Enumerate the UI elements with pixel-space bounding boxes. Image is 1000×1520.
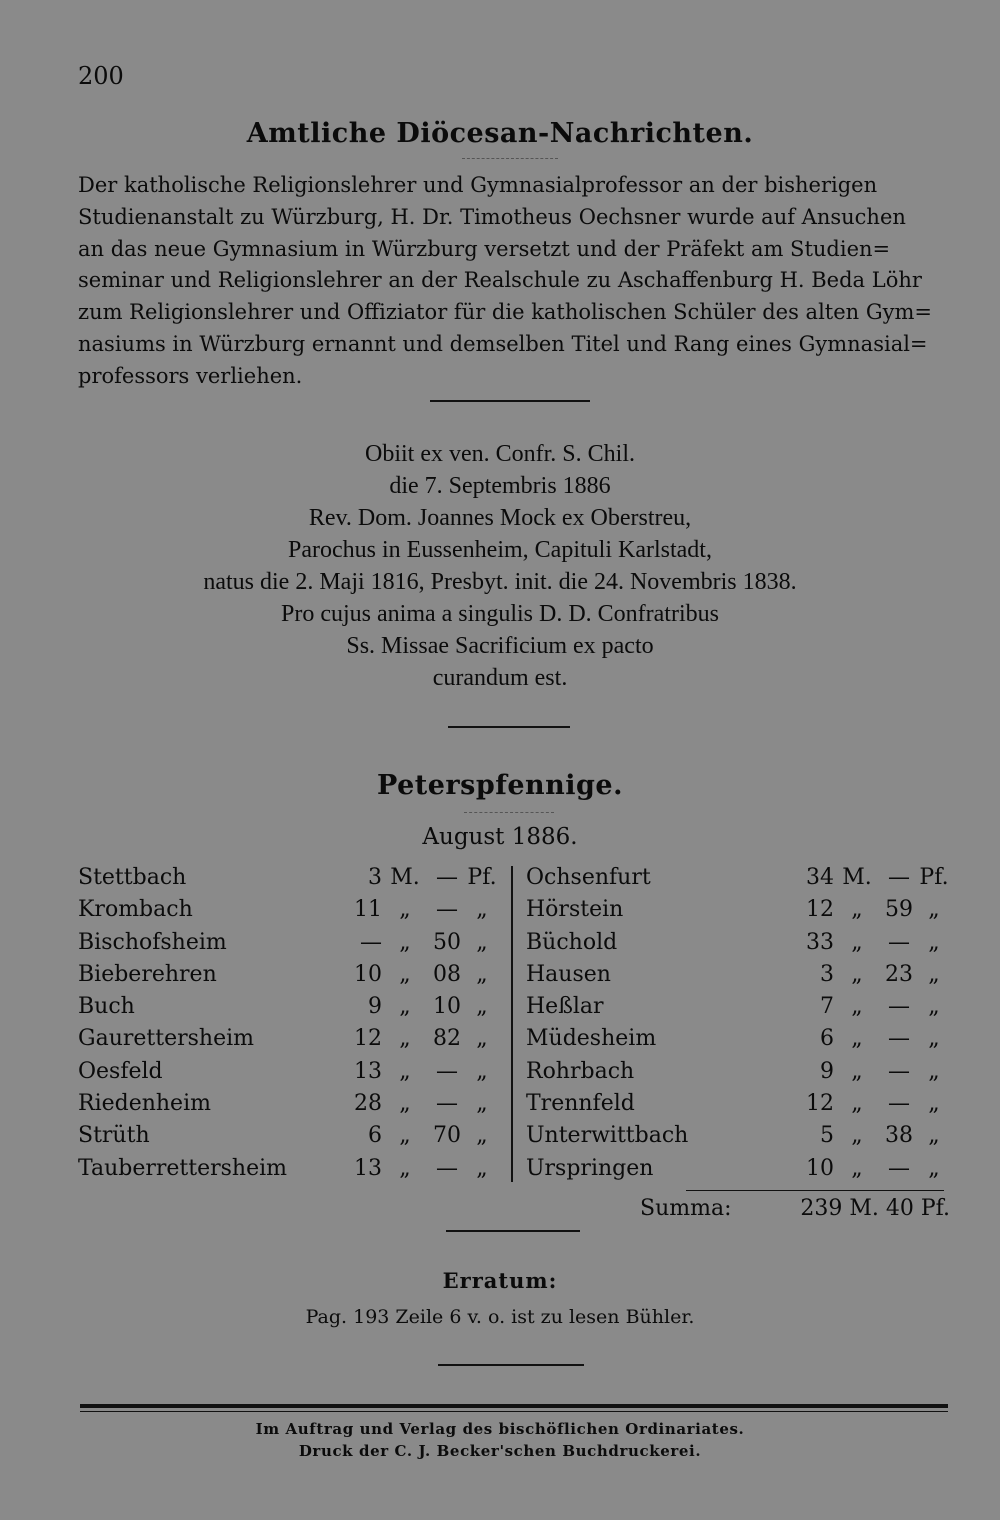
paragraph-line: seminar und Religionslehrer an der Realschule zu Aschaffenburg H. Beda Löhr xyxy=(78,268,922,293)
amount: 5 „ 38 „ xyxy=(820,1123,940,1149)
paragraph-line: Studienanstalt zu Würzburg, H. Dr. Timotheus Oechsner wurde auf Ansuchen xyxy=(78,204,906,229)
month-label: August 1886. xyxy=(422,824,578,850)
donation-row xyxy=(78,862,498,894)
place-name: Buch xyxy=(78,994,135,1020)
obituary-notice xyxy=(0,438,1000,694)
paragraph-line: nasiums in Würzburg ernannt und demselben Titel und Rang eines Gymnasial= xyxy=(78,331,928,356)
section-divider xyxy=(448,726,570,728)
donation-row xyxy=(526,1023,950,1055)
donations-left-column xyxy=(78,862,498,1185)
amount: 9 „ — „ xyxy=(820,1058,940,1084)
place-name: Unterwittbach xyxy=(526,1123,689,1149)
place-name: Oesfeld xyxy=(78,1058,163,1084)
footer-rule-thin xyxy=(80,1411,948,1412)
place-name: Stettbach xyxy=(78,865,187,890)
place-name: Bieberehren xyxy=(78,961,217,987)
obituary-line: Rev. Dom. Joannes Mock ex Oberstreu, xyxy=(308,505,692,531)
donations-right-column xyxy=(526,862,950,1185)
amount: 6 „ 70 „ xyxy=(368,1123,488,1149)
amount: 9 „ 10 „ xyxy=(368,994,488,1020)
obituary-line: Parochus in Eussenheim, Capituli Karlstadt, xyxy=(288,537,712,563)
erratum-title: Erratum: xyxy=(442,1268,558,1293)
amount: 10 „ 08 „ xyxy=(354,961,488,987)
donation-row xyxy=(78,991,498,1023)
imprint-printer: Druck der C. J. Becker'schen Buchdruckerei. xyxy=(298,1442,702,1460)
place-name: Ochsenfurt xyxy=(526,865,651,890)
section-divider xyxy=(446,1230,580,1232)
section-divider xyxy=(430,400,590,402)
amount: 7 „ — „ xyxy=(820,994,940,1020)
amount: 10 „ — „ xyxy=(806,1155,940,1181)
place-name: Bischofsheim xyxy=(78,929,227,955)
place-name: Krombach xyxy=(78,897,193,923)
donation-row xyxy=(78,1088,498,1120)
amount: 12 „ — „ xyxy=(806,1091,940,1117)
sum-rule xyxy=(686,1190,944,1191)
place-name: Hörstein xyxy=(526,897,624,923)
amount: 13 „ — „ xyxy=(354,1155,488,1181)
page-number: 200 xyxy=(78,62,124,90)
amount: 3 M. — Pf. xyxy=(368,865,497,890)
summa-label: Summa: xyxy=(640,1196,732,1221)
donation-row xyxy=(78,1023,498,1055)
heading-ornament xyxy=(462,158,558,161)
place-name: Gaurettersheim xyxy=(78,1026,254,1052)
amount: 13 „ — „ xyxy=(354,1058,488,1084)
donation-row xyxy=(78,1056,498,1088)
donation-row xyxy=(78,894,498,926)
place-name: Rohrbach xyxy=(526,1058,635,1084)
donation-row xyxy=(526,1088,950,1120)
donation-row xyxy=(526,862,950,894)
donation-row xyxy=(78,927,498,959)
obituary-line: natus die 2. Maji 1816, Presbyt. init. die 24. Novembris 1838. xyxy=(203,569,797,595)
amount: 3 „ 23 „ xyxy=(820,961,940,987)
donation-row xyxy=(78,1120,498,1152)
section-heading-peterspfennige: Peterspfennige. xyxy=(377,770,623,801)
obituary-line: curandum est. xyxy=(432,665,568,691)
obituary-line: Pro cujus anima a singulis D. D. Confratribus xyxy=(281,601,719,627)
paragraph-line: Der katholische Religionslehrer und Gymnasialprofessor an der bisherigen xyxy=(78,173,878,197)
amount: 33 „ — „ xyxy=(806,929,940,955)
section-heading-diocesan-news: Amtliche Diöcesan-Nachrichten. xyxy=(246,118,754,149)
amount: 11 „ — „ xyxy=(354,897,488,923)
amount: 12 „ 82 „ xyxy=(354,1026,488,1052)
donation-row xyxy=(526,991,950,1023)
amount: 12 „ 59 „ xyxy=(806,897,940,923)
heading-ornament xyxy=(464,812,554,815)
place-name: Hausen xyxy=(526,961,611,987)
paragraph-line: professors verliehen. xyxy=(78,363,303,388)
column-separator xyxy=(511,866,513,1182)
place-name: Trennfeld xyxy=(526,1091,635,1117)
obituary-line: Obiit ex ven. Confr. S. Chil. xyxy=(365,441,635,467)
place-name: Heßlar xyxy=(526,994,604,1020)
donation-row xyxy=(526,1120,950,1152)
amount: 34 M. — Pf. xyxy=(806,865,949,890)
erratum-text: Pag. 193 Zeile 6 v. o. ist zu lesen Bühler. xyxy=(305,1306,695,1328)
place-name: Tauberrettersheim xyxy=(78,1155,287,1181)
paragraph-line: an das neue Gymnasium in Würzburg versetzt und der Präfekt am Studien= xyxy=(78,236,891,261)
footer-rule-thick xyxy=(80,1404,948,1408)
imprint-publisher: Im Auftrag und Verlag des bischöflichen Ordinariates. xyxy=(255,1420,745,1438)
place-name: Müdesheim xyxy=(526,1026,657,1052)
appointment-paragraph xyxy=(78,170,948,393)
donation-row xyxy=(526,927,950,959)
place-name: Strüth xyxy=(78,1123,150,1149)
amount: — „ 50 „ xyxy=(360,929,488,955)
donation-row xyxy=(78,959,498,991)
place-name: Urspringen xyxy=(526,1155,654,1181)
donation-row xyxy=(526,894,950,926)
donation-row xyxy=(526,1153,950,1185)
obituary-line: Ss. Missae Sacrificium ex pacto xyxy=(346,633,654,659)
paragraph-line: zum Religionslehrer und Offiziator für die katholischen Schüler des alten Gym= xyxy=(78,300,932,325)
place-name: Riedenheim xyxy=(78,1091,211,1117)
amount: 28 „ — „ xyxy=(354,1091,488,1117)
section-divider xyxy=(438,1364,584,1366)
donation-row xyxy=(526,959,950,991)
donation-row xyxy=(78,1153,498,1185)
place-name: Büchold xyxy=(526,929,618,955)
donation-row xyxy=(526,1056,950,1088)
summa-line xyxy=(640,1196,950,1221)
summa-value: 239 M. 40 Pf. xyxy=(800,1196,950,1221)
amount: 6 „ — „ xyxy=(820,1026,940,1052)
obituary-line: die 7. Septembris 1886 xyxy=(389,473,611,499)
